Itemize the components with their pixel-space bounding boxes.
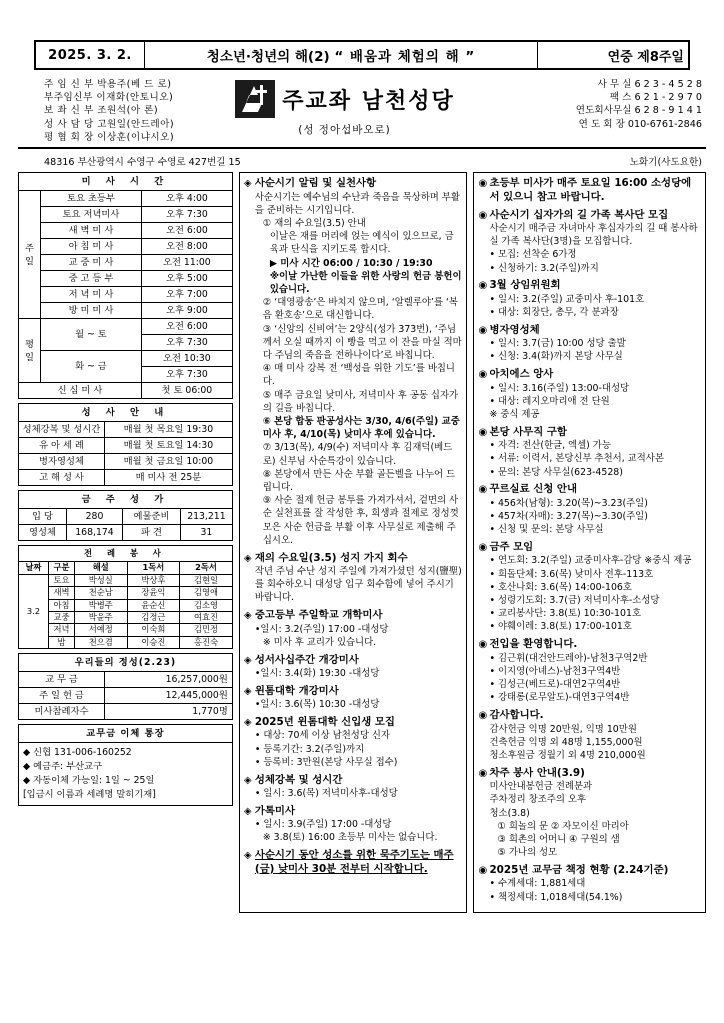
announcement-title: 아치에스 앙사	[489, 368, 554, 381]
service-commentator: 천으겸	[75, 636, 128, 648]
offering-label: 주 일 헌 금	[19, 688, 105, 704]
service-reading2: 김민정	[180, 624, 233, 636]
table-row	[19, 191, 233, 207]
service-date: 3.2	[19, 574, 49, 648]
announcement-line: • 등록비: 3만원(본당 사무실 접수)	[254, 756, 398, 768]
announcement-line: • 서류: 이력서, 본당신부 추천서, 교적사본	[489, 453, 664, 465]
clergy-list	[18, 78, 193, 144]
circle-bullet-icon: ◉	[478, 484, 488, 496]
table-row	[19, 207, 233, 223]
liturgy-service-table	[18, 545, 233, 649]
announcements-middle-box	[239, 172, 468, 913]
announcement-line: ※ 3.8(토) 16:00 초등부 미사는 없습니다.	[262, 832, 438, 844]
service-reading1: 장윤익	[127, 587, 180, 599]
announcement-title: 사순시기 알림 및 실천사항	[254, 177, 377, 190]
announcement-title: 2025년 윈톰대학 신입생 모집	[254, 715, 395, 728]
service-part: 교중	[49, 612, 75, 624]
announcement-title: 차주 봉사 안내(3.9)	[489, 766, 585, 779]
col-header-reading1: 1독서	[127, 562, 180, 574]
announcement-line: • 호산나회: 3.6(목) 14:00-106호	[489, 581, 632, 593]
announcement-line: • 연도회: 3.2(주일) 교중미사후-감당 ※중식 제공	[489, 555, 692, 567]
editor-name: 노화기(사도요한)	[629, 157, 702, 169]
announcement-line: •일시: 3.4(화) 19:30 -대성당	[254, 668, 380, 680]
banner-theme-prefix: 청소년·청년의 해(2)	[206, 49, 330, 65]
mass-label: 토요 초등부	[41, 191, 142, 207]
clergy-line: 주 임 신 부 박용주(베 드 로)	[44, 79, 172, 90]
bank-line: ◆ 자동이체 가능일: 1일 ~ 25일	[23, 775, 155, 787]
mass-time: 오후 5:00	[141, 271, 232, 287]
announcement-line: • 성령기도회: 3.7(금) 저녁미사후-소성당	[489, 595, 660, 607]
announcement-line: • 일시: 3.6(목) 저녁미사후-대성당	[254, 788, 398, 800]
announcement-item	[244, 716, 463, 769]
announcement-line: 주차정리 창조주의 오후	[489, 794, 586, 806]
parish-title-block	[193, 78, 496, 144]
announcement-line: • 대상: 70세 이상 남천성당 신자	[254, 730, 390, 742]
announcement-line: • 야훼이레: 3.8(토) 17:00-101호	[489, 621, 632, 633]
sacrament-name: 병자영성체	[19, 454, 105, 470]
announcement-line: 청소(3.8)	[489, 807, 530, 819]
circle-bullet-icon: ◉	[478, 209, 488, 221]
table-row	[19, 636, 233, 648]
table-row	[19, 587, 233, 599]
service-reading2: 여효진	[180, 612, 233, 624]
mass-group-sunday: 주 일	[19, 191, 41, 319]
offering-value: 1,770명	[105, 704, 233, 720]
table-row	[19, 525, 233, 541]
offering-value: 12,445,000원	[105, 688, 233, 704]
announcements-right-box	[473, 172, 706, 913]
service-reading2: 김현일	[180, 574, 233, 586]
circle-bullet-icon: ◉	[478, 426, 488, 438]
announcement-line: • 신청: 3.4(화)까지 본당 사무실	[489, 351, 623, 363]
announcement-line: ⑤ 매주 금요일 낮미사, 저녁미사 후 공동 십자가의 길을 바칩니다.	[262, 389, 459, 414]
parish-logo-icon	[234, 79, 276, 119]
mass-label: 신 심 미 사	[19, 383, 142, 399]
service-part: 밤	[49, 636, 75, 648]
table-row	[19, 422, 233, 438]
service-commentator: 박윤주	[75, 612, 128, 624]
announcement-item	[478, 638, 701, 704]
announcement-title: 금주 모임	[489, 540, 534, 553]
mass-label: 화 ~ 금	[41, 351, 142, 383]
diamond-bullet-icon: ◈	[243, 552, 252, 564]
address-row	[18, 153, 706, 168]
service-commentator: 서예정	[75, 624, 128, 636]
circle-bullet-icon: ◉	[478, 710, 488, 721]
announcement-item	[244, 177, 463, 547]
announcement-title: 3월 상임위원회	[489, 279, 561, 292]
announcement-line: • 교리봉사단: 3.8(토) 10:30-101호	[489, 608, 641, 620]
announcement-line: • 문의: 본당 사무실(623-4528)	[489, 466, 623, 478]
liturgy-service-title: 전 례 봉 사	[19, 546, 233, 562]
bulletin-date: 2025. 3. 2.	[48, 47, 132, 63]
mass-time: 오후 4:00	[141, 191, 232, 207]
mass-time: 오후 7:00	[141, 287, 232, 303]
announcement-line: ⑨ 사순 절제 헌금 봉투를 가져가셔서, 겉면의 사순 실천표를 잘 작성한 후, 희생과 절제로 정성껏 모은 사순 헌금을 부활 이후 사무실로 제출해 주십시오.	[262, 495, 459, 546]
diamond-bullet-icon: ◈	[243, 685, 252, 697]
offering-summary-table	[18, 653, 233, 720]
sacrament-when: 매월 첫 토요일 14:30	[105, 438, 233, 454]
announcement-item	[478, 864, 701, 904]
announcement-title: 초등부 미사가 매주 토요일 16:00 소성당에서 있으니 참고 바랍니다.	[489, 177, 692, 203]
offering-value: 16,257,000원	[105, 672, 233, 688]
announcement-line: 건축헌금 익명 외 48명 1,155,000원	[489, 736, 643, 748]
announcement-line: • 등록기간: 3.2(주일)까지	[254, 743, 365, 755]
announcement-line: • 신청 및 문의: 본당 사무실	[489, 524, 604, 536]
service-part: 새벽	[49, 587, 75, 599]
mass-label: 아 침 미 사	[41, 239, 142, 255]
announcement-line: ① 재의 수요일(3.5) 안내	[262, 217, 366, 229]
contact-line: 연 도 회 장 010-6761-2846	[578, 118, 702, 130]
announcement-title: 재의 수요일(3.5) 성지 가지 회수	[254, 551, 408, 564]
mass-time: 오전 6:00	[141, 223, 232, 239]
announcement-line: • 대상: 레지오마리애 전 단원	[489, 395, 610, 407]
announcement-line: •일시: 3.6(목) 10:30 -대성당	[254, 699, 380, 711]
column-left	[18, 172, 233, 913]
table-row	[19, 574, 233, 586]
bank-line: ◆ 신협 131-006-160252	[23, 747, 132, 759]
diamond-bullet-icon: ◈	[243, 774, 252, 786]
mass-label: 중 고 등 부	[41, 271, 142, 287]
announcement-line: ③ 희촌의 어머니 ④ 구원의 샘	[497, 833, 620, 845]
table-row	[19, 319, 233, 335]
table-row	[19, 624, 233, 636]
mass-schedule-title: 미 사 시 간	[19, 173, 233, 191]
mass-time: 첫 토 06:00	[141, 383, 232, 399]
bank-account-title: 교무금 이체 통장	[19, 725, 233, 743]
hymn-value: 280	[67, 509, 123, 525]
service-reading1: 박상후	[127, 574, 180, 586]
announcement-item	[478, 279, 701, 319]
announcement-line: ⑥ 본당 합동 판공성사는 3/30, 4/6(주일) 교중미사 후, 4/10(목) 낮미사 후에 있습니다.	[262, 415, 460, 441]
announcement-title: 성체강복 및 성시간	[254, 773, 343, 786]
service-reading2: 홍진숙	[180, 636, 233, 648]
announcement-item	[478, 368, 701, 421]
announcement-item	[478, 767, 701, 860]
hymn-value: 213,211	[181, 509, 233, 525]
table-row	[19, 704, 233, 720]
banner-theme	[145, 45, 537, 65]
announcement-item	[244, 552, 463, 605]
announcement-item	[478, 426, 701, 479]
announcement-item	[244, 685, 463, 712]
announcement-title: 중고등부 주일학교 개학미사	[254, 609, 383, 622]
hymn-label: 예물준비	[123, 509, 181, 525]
clergy-line: 평 협 회 장 이상훈(이냐시오)	[44, 131, 175, 143]
announcement-line: 미사안내봉헌금 전례분과	[489, 781, 593, 793]
service-part: 토요	[49, 574, 75, 586]
sacrament-when: 매월 첫 목요일 19:30	[105, 422, 233, 438]
diamond-bullet-icon: ◈	[243, 610, 252, 622]
announcement-line: ① 희놀의 문 ② 자모이신 마리아	[497, 820, 629, 832]
contact-line: 팩 스 6 2 1 - 2 9 7 0	[609, 92, 702, 104]
announcement-line: ⑦ 3/13(목), 4/9(수) 저녁미사 후 김재덕(베드로) 신부님 사순특강이 있습니다.	[262, 442, 453, 467]
table-row	[19, 672, 233, 688]
mass-time: 오전 8:00	[141, 239, 232, 255]
announcement-line: • 일시: 3.2(주일) 교중미사 후-101호	[489, 293, 645, 305]
table-row	[19, 271, 233, 287]
announcement-line: • 희돌단체: 3.6(목) 낮미사 전후-113호	[489, 568, 654, 580]
table-row	[19, 383, 233, 399]
service-commentator: 박병주	[75, 599, 128, 611]
circle-bullet-icon: ◉	[478, 864, 488, 876]
clergy-line: 성 사 담 당 고원일(안드레아)	[44, 118, 175, 130]
mass-label: 저 녁 미 사	[41, 287, 142, 303]
circle-bullet-icon: ◉	[478, 280, 488, 292]
header-banner	[34, 40, 690, 70]
hymn-label: 입 당	[19, 509, 67, 525]
mass-time: 오후 7:30	[141, 207, 232, 223]
table-row	[19, 351, 233, 367]
parish-name: 주교좌 남천성당	[282, 88, 455, 114]
announcement-title: 성서사십주간 개강미사	[254, 653, 359, 666]
diamond-bullet-icon: ◈	[243, 716, 252, 728]
clergy-line: 보 좌 신 부 조원석(아 론)	[44, 105, 159, 117]
circle-bullet-icon: ◉	[478, 324, 488, 336]
circle-bullet-icon: ◉	[478, 767, 488, 779]
col-header-commentator: 해설	[75, 562, 128, 574]
sacrament-when: 매 미사 전 25분	[105, 470, 233, 486]
bank-line: [입금시 이름과 세례명 말히기재]	[23, 789, 156, 801]
service-commentator: 박성실	[75, 574, 128, 586]
mass-time: 오후 9:00	[141, 303, 232, 319]
announcement-title: 2025년 교무금 책정 현황 (2.24기준)	[489, 863, 669, 876]
diamond-bullet-icon: ◈	[243, 178, 252, 190]
sacrament-name: 성체강복 및 성시간	[19, 422, 105, 438]
announcement-item	[478, 324, 701, 364]
announcement-title: 전입을 환영합니다.	[489, 638, 578, 651]
table-row	[19, 223, 233, 239]
sacrament-table	[18, 403, 233, 486]
table-row	[19, 239, 233, 255]
announcement-line: • 강태롱(로무알도)-대연3구역4반	[489, 692, 630, 704]
sacrament-name: 유 아 세 례	[19, 438, 105, 454]
hymn-value: 31	[181, 525, 233, 541]
column-middle	[239, 172, 468, 913]
offering-label: 미사참례자수	[19, 704, 105, 720]
announcement-line: • 신청하기: 3.2(주일)까지	[489, 262, 599, 274]
service-commentator: 천순남	[75, 587, 128, 599]
announcement-line: ※ 중식 제공	[489, 409, 540, 421]
announcement-item	[244, 774, 463, 801]
announcement-line: • 자격: 전산(한글, 엑셀) 가능	[489, 440, 611, 452]
announcement-line: ※ 미사 후 교리가 있습니다.	[262, 636, 377, 648]
announcement-line: 이날은 재를 머리에 얹는 예식이 있으므로, 금육과 단식을 지키도록 합시다.	[269, 231, 454, 256]
table-row	[19, 599, 233, 611]
mass-time: 오전 11:00	[141, 255, 232, 271]
service-reading1: 김정근	[127, 612, 180, 624]
announcement-line: • 책정세대: 1,018세대(54.1%)	[489, 891, 623, 903]
mass-label: 토요 저녁미사	[41, 207, 142, 223]
mass-group-weekday: 평 일	[19, 319, 41, 383]
mass-time: 오후 7:30	[141, 367, 232, 383]
bank-line: ◆ 예금주: 부산교구	[23, 761, 103, 773]
announcement-line: • 수계세대: 1,881세대	[489, 878, 586, 890]
announcement-line: • 김근휘(대건안드레아)-남천3구역2반	[489, 652, 648, 664]
diamond-bullet-icon: ◈	[243, 850, 252, 862]
mass-time: 오후 7:30	[141, 335, 232, 351]
announcement-line: ⑧ 본당에서 만든 사순 부활 골든벨을 나누어 드립니다.	[262, 468, 456, 493]
table-row	[19, 255, 233, 271]
announcement-line: • 대상: 회장단, 총무, 각 분과장	[489, 307, 619, 319]
contact-list	[496, 78, 706, 144]
diamond-bullet-icon: ◈	[243, 654, 252, 666]
announcement-item	[478, 483, 701, 536]
announcement-line: ⑤ 가나의 성모	[497, 847, 558, 859]
announcement-title: 가톡미사	[254, 804, 295, 817]
announcement-item	[478, 709, 701, 762]
announcement-line: 사순시기는 예수님의 수난과 죽음을 묵상하며 부활을 준비하는 시기입니다.	[254, 191, 460, 216]
offering-summary-title: 우리들의 정성(2.23)	[19, 654, 233, 672]
announcement-line: • 이지영(아녜스)-남천3구역4반	[489, 665, 621, 677]
sacrament-when: 매월 첫 금요일 10:00	[105, 454, 233, 470]
col-header-reading2: 2독서	[180, 562, 233, 574]
announcement-title: 사순시기 십자가의 길 가족 복사단 모집	[489, 208, 669, 221]
mass-label: 방 미 미 사	[41, 303, 142, 319]
mass-label: 새 벽 미 사	[41, 223, 142, 239]
content-columns	[18, 172, 706, 913]
announcement-title: 병자영성체	[489, 323, 540, 336]
table-row	[19, 438, 233, 454]
banner-theme-quote: “ 배움과 체험의 해 ”	[334, 49, 476, 65]
table-row	[19, 743, 233, 806]
announcement-item	[478, 177, 701, 204]
announcement-line: 사순시기 매주금 자녀마사 후십자가의 길 때 봉사하실 가족 복사단(3명)을 모집합니다.	[489, 223, 698, 248]
clergy-line: 부주임신부 이재화(안토니오)	[44, 92, 174, 104]
announcement-line: 청소후원금 정월기 외 4명 210,000원	[489, 749, 646, 761]
banner-liturgical-day: 연중 제8주일	[607, 49, 684, 65]
announcement-line: • 일시: 3.9(주일) 17:00 -대성당	[254, 819, 392, 831]
announcement-line: 작년 주님 수난 성지 주일에 가져가셨던 성지(鹽聖)를 회수하오니 대성당 입구 회수함에 넣어 주시기 바랍니다.	[254, 566, 462, 604]
table-row	[19, 612, 233, 624]
announcement-line: ③ ‘신앙의 신비여’는 2양식(성가 373번), ‘주님께서 오실 때까지 이 빵을 먹고 이 잔을 마실 적마다 주님의 죽음을 전하나이다’로 바칩니다.	[262, 323, 462, 361]
service-part: 아침	[49, 599, 75, 611]
service-reading1: 윤순신	[127, 599, 180, 611]
hymn-label: 영성체	[19, 525, 67, 541]
announcement-item	[478, 541, 701, 634]
circle-bullet-icon: ◉	[478, 639, 488, 651]
announcement-title: 감사합니다.	[489, 709, 544, 721]
bank-account-table	[18, 724, 233, 806]
mass-label: 교 중 미 사	[41, 255, 142, 271]
circle-bullet-icon: ◉	[478, 178, 488, 190]
table-row	[19, 470, 233, 486]
masthead	[18, 76, 706, 149]
service-part: 저녁	[49, 624, 75, 636]
sacrament-name: 고 해 성 사	[19, 470, 105, 486]
contact-line: 연도회사무실 6 2 8 - 9 1 4 1	[575, 105, 702, 117]
announcement-line: • 김성근(베드로)-대연2구역4반	[489, 679, 621, 691]
announcement-item	[478, 209, 701, 275]
col-header-date: 날짜	[19, 562, 49, 574]
mass-schedule-table	[18, 172, 233, 399]
mass-time: 오전 6:00	[141, 319, 232, 335]
diamond-bullet-icon: ◈	[243, 805, 252, 817]
announcement-line: •일시: 3.2(주일) 17:00 -대성당	[254, 623, 389, 635]
announcement-line: • 모집: 선착순 6가정	[489, 249, 577, 261]
announcement-line: • 일시: 3.7(금) 10:00 성당 출발	[489, 338, 626, 350]
hymn-label: 파 견	[123, 525, 181, 541]
announcement-title: 사순시기 동안 성소를 위한 묵주기도는 매주(금) 낮미사 30분 전부터 시작합니다.	[254, 849, 454, 875]
announcement-line: ※이날 가난한 이들을 위한 사랑의 헌금 봉헌이 있습니다.	[269, 270, 462, 295]
table-row	[19, 509, 233, 525]
announcement-line: 감사헌금 익명 20만원, 익명 10만원	[489, 723, 637, 735]
col-header-part: 구분	[49, 562, 75, 574]
parish-address: 48316 부산광역시 수영구 수영로 427번길 15	[44, 157, 241, 169]
table-header-row	[19, 562, 233, 574]
table-row	[19, 454, 233, 470]
service-reading1: 이숙희	[127, 624, 180, 636]
announcement-line: ④ 매 미사 강복 전 ‘백성을 위한 기도’를 바칩니다.	[262, 363, 455, 388]
column-right	[473, 172, 706, 913]
mass-label: 월 ~ 토	[41, 319, 142, 351]
contact-line: 사 무 실 6 2 3 - 4 5 2 8	[597, 79, 702, 90]
announcement-title: 본당 사무직 구함	[489, 425, 567, 438]
announcement-item	[244, 609, 463, 649]
announcement-line: • 457차(자매): 3.27(목)~3.30(주일)	[489, 511, 648, 523]
announcement-line: ② ‘대영광송’은 바치지 않으며, ‘알렐루야’를 ‘복음 환호송’으로 대신합니다.	[262, 297, 458, 322]
parish-patron: (성 정아섭바오로)	[298, 124, 391, 136]
table-row	[19, 688, 233, 704]
announcement-title: 윈톰대학 개강미사	[254, 684, 339, 697]
announcement-line: • 456차(남형): 3.20(목)~3.23(주일)	[489, 497, 648, 509]
sacrament-title: 성 사 안 내	[19, 404, 233, 422]
offering-label: 교 무 금	[19, 672, 105, 688]
circle-bullet-icon: ◉	[478, 369, 488, 381]
hymn-value: 168,174	[67, 525, 123, 541]
hymn-table	[18, 490, 233, 541]
announcement-item	[244, 654, 463, 681]
table-row	[19, 287, 233, 303]
service-reading2: 김영애	[180, 587, 233, 599]
announcement-line: • 일시: 3.16(주일) 13:00-대성당	[489, 382, 630, 394]
announcement-item	[244, 849, 463, 876]
announcement-item	[244, 805, 463, 845]
service-reading1: 이승진	[127, 636, 180, 648]
hymn-title: 금 주 성 가	[19, 491, 233, 509]
table-row	[19, 303, 233, 319]
circle-bullet-icon: ◉	[478, 541, 488, 553]
service-reading2: 김소영	[180, 599, 233, 611]
announcement-title: 꾸르실료 신청 안내	[489, 483, 577, 496]
announcement-line: ▶ 미사 시간 06:00 / 10:30 / 19:30	[269, 257, 433, 269]
mass-time: 오전 10:30	[141, 351, 232, 367]
